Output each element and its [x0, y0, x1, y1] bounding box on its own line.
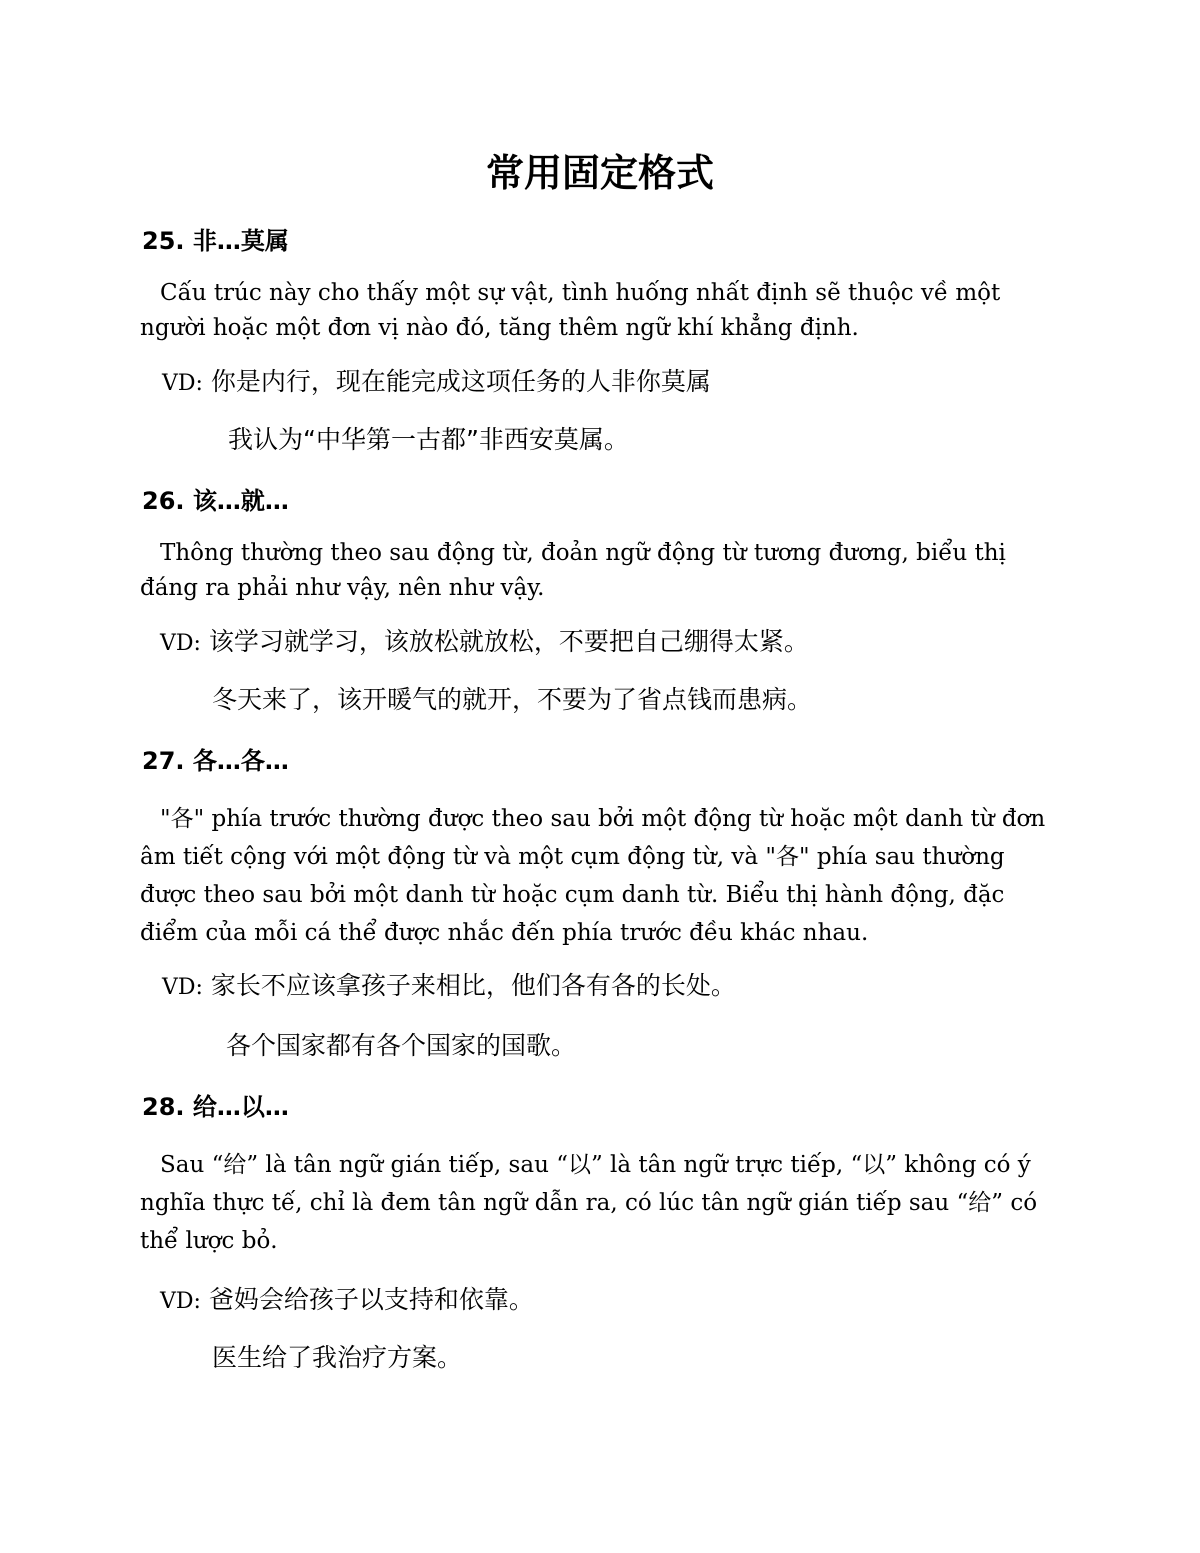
- example-text: 家长不应该拿孩子来相比，他们各有各的长处。: [210, 971, 736, 1000]
- example-27-1: [162, 968, 736, 1006]
- section-heading-25: 25. 非…莫属: [142, 227, 289, 255]
- example-26-1: [160, 624, 809, 662]
- example-28-1: [160, 1282, 534, 1320]
- example-27-2: 各个国家都有各个国家的国歌。: [226, 1031, 577, 1060]
- example-26-2: 冬天来了，该开暖气的就开，不要为了省点钱而患病。: [212, 685, 813, 714]
- vd-label: VD:: [162, 371, 203, 396]
- example-text: 你是内行，现在能完成这项任务的人非你莫属: [210, 367, 711, 396]
- section-heading-26: 26. 该…就…: [142, 487, 289, 515]
- section-heading-28: 28. 给…以…: [142, 1093, 289, 1121]
- vd-label: VD:: [160, 1289, 201, 1314]
- example-text: 该学习就学习，该放松就放松，不要把自己绷得太紧。: [208, 627, 809, 656]
- section-description-26: Thông thường theo sau động từ, đoản ngữ động từ tương đương, biểu thị đáng ra phải như vậy, nên như vậy.: [140, 540, 1006, 601]
- example-25-2: 我认为“中华第一古都”非西安莫属。: [228, 425, 629, 454]
- example-28-2: 医生给了我治疗方案。: [212, 1343, 463, 1372]
- section-description-25: Cấu trúc này cho thấy một sự vật, tình huống nhất định sẽ thuộc về một người hoặc một đơn vị nào đó, tăng thêm ngữ khí khẳng định.: [140, 280, 1001, 341]
- vd-label: VD:: [162, 975, 203, 1000]
- document-title: 常用固定格式: [485, 151, 714, 195]
- example-text: 爸妈会给孩子以支持和依靠。: [208, 1285, 534, 1314]
- section-description-28: Sau “给” là tân ngữ gián tiếp, sau “以” là tân ngữ trực tiếp, “以” không có ý nghĩa thực tế, chỉ là đem tân ngữ dẫn ra, có lúc tân ngữ gián tiếp sau “给” có thể lược bỏ.: [140, 1152, 1038, 1254]
- vd-label: VD:: [160, 631, 201, 656]
- section-description-27: "各" phía trước thường được theo sau bởi một động từ hoặc một danh từ đơn âm tiết cộng với một động từ và một cụm động từ, và "各" phía sau thường được theo sau bởi một danh từ hoặc cụm danh từ. Biểu thị hành động, đặc điểm của mỗi cá thể được nhắc đến phía trước đều khác nhau.: [140, 806, 1046, 946]
- section-heading-27: 27. 各…各…: [142, 747, 289, 775]
- example-25-1: [162, 364, 711, 402]
